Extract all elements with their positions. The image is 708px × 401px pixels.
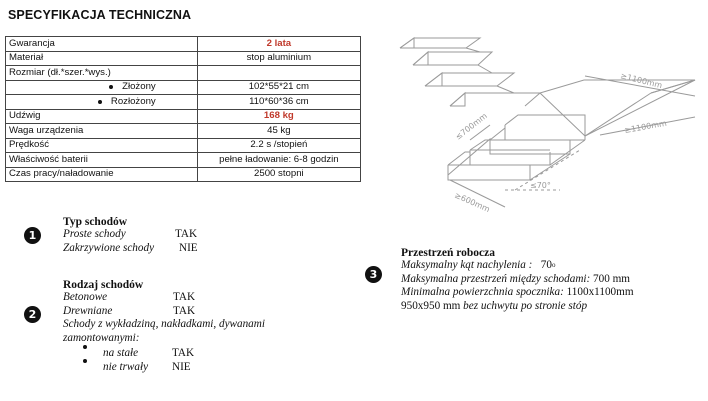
item-label: Maksymalny kąt nachylenia : bbox=[401, 259, 533, 271]
bullet-icon bbox=[83, 345, 87, 349]
item-label: bez uchwytu po stronie stóp bbox=[463, 299, 588, 312]
item-label: Zakrzywione schody bbox=[63, 241, 155, 254]
spec-value: 110*60*36 cm bbox=[197, 95, 360, 110]
spec-value: 168 kg bbox=[197, 109, 360, 124]
section-1 bbox=[63, 216, 198, 255]
spec-label: Gwarancja bbox=[6, 37, 198, 52]
item-value: 70 bbox=[540, 259, 552, 271]
item-label: nie trwały bbox=[103, 360, 149, 373]
item-label: Minimalna powierzchnia spocznika: bbox=[401, 286, 564, 299]
item-value: 1100x1100mm bbox=[566, 286, 634, 299]
dim-angle-label: ≤70° bbox=[530, 181, 551, 190]
item-value: TAK bbox=[175, 228, 198, 240]
spec-value: 2500 stopni bbox=[197, 167, 360, 182]
section-heading: Przestrzeń robocza bbox=[401, 247, 495, 259]
bullet-icon bbox=[83, 359, 87, 363]
item-label: Proste schody bbox=[63, 228, 126, 240]
spec-value: stop aluminium bbox=[197, 51, 360, 66]
spec-value: pełne ładowanie: 6-8 godzin bbox=[197, 153, 360, 168]
dim-top-label: ≥1100mm bbox=[619, 71, 664, 91]
item-label: Maksymalna przestrzeń między schodami: bbox=[401, 272, 591, 285]
spec-value: 2 lata bbox=[197, 37, 360, 52]
item-value: NIE bbox=[172, 360, 191, 373]
spec-value: 102*55*21 cm bbox=[197, 80, 360, 95]
spec-label: Rozmiar (dł.*szer.*wys.) bbox=[6, 66, 198, 81]
spec-title: SPECYFIKACJA TECHNICZNA bbox=[8, 8, 192, 22]
section-heading: Typ schodów bbox=[63, 216, 128, 228]
note-line: Schody z wykładziną, nakładkami, dywanami bbox=[63, 318, 265, 331]
degree-sup: o bbox=[551, 261, 556, 269]
item-label: Drewniane bbox=[63, 304, 113, 317]
item-value: TAK bbox=[172, 347, 195, 360]
spec-value: 2.2 s /stopień bbox=[197, 138, 360, 153]
spec-label: Rozłożony bbox=[110, 95, 156, 107]
item-value: NIE bbox=[179, 241, 198, 254]
dim-right-label: ≥1100mm bbox=[623, 118, 668, 135]
item-value: 950x950 mm bbox=[401, 299, 461, 312]
section-heading: Rodzaj schodów bbox=[63, 279, 144, 291]
section-1-number-icon: 1 bbox=[24, 227, 41, 244]
section-2-number-icon: 2 bbox=[24, 306, 41, 323]
item-value: TAK bbox=[173, 291, 196, 303]
item-value: 700 mm bbox=[593, 272, 631, 285]
spec-label: Materiał bbox=[6, 51, 198, 66]
spec-value: 45 kg bbox=[197, 124, 360, 139]
spec-label: Złożony bbox=[122, 81, 156, 93]
spec-label: Czas pracy/naładowanie bbox=[6, 167, 198, 182]
dim-width-label: ≥600mm bbox=[453, 190, 492, 215]
spec-label: Waga urządzenia bbox=[6, 124, 198, 139]
item-value: TAK bbox=[173, 304, 196, 317]
section-3-number-icon: 3 bbox=[365, 266, 382, 283]
spec-label: Prędkość bbox=[6, 138, 198, 153]
spec-label: Udźwig bbox=[6, 109, 198, 124]
section-3 bbox=[401, 247, 634, 313]
spec-label: Właściwość baterii bbox=[6, 153, 198, 168]
item-label: Betonowe bbox=[63, 291, 108, 303]
dim-height-label: ≤700mm bbox=[453, 111, 489, 142]
section-2 bbox=[63, 279, 265, 375]
item-label: na stałe bbox=[103, 347, 139, 360]
note-line: zamontowanymi: bbox=[63, 331, 140, 344]
